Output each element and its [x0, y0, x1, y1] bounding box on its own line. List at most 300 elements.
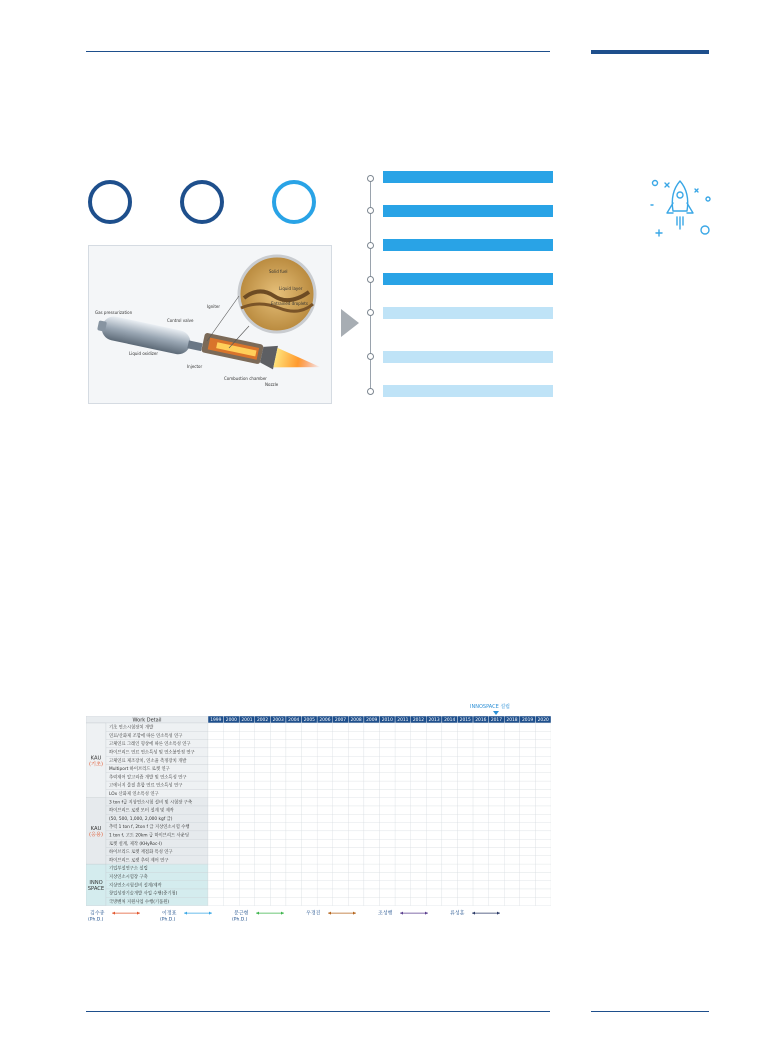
arrow-right-icon	[209, 912, 212, 915]
grid-cell	[208, 839, 224, 847]
grid-cell	[302, 881, 318, 889]
grid-cell	[348, 765, 364, 773]
grid-cell	[286, 798, 302, 806]
grid-cell	[286, 756, 302, 764]
grid-cell	[208, 814, 224, 822]
grid-cell	[489, 765, 505, 773]
grid-cell	[395, 773, 411, 781]
grid-cell	[348, 773, 364, 781]
grid-cell	[442, 765, 458, 773]
grid-cell	[270, 789, 286, 797]
grid-cell	[302, 773, 318, 781]
grid-cell	[333, 773, 349, 781]
grid-cell	[302, 798, 318, 806]
label-igniter: Igniter	[207, 304, 221, 309]
grid-cell	[457, 848, 473, 856]
grid-cell	[395, 831, 411, 839]
grid-cell	[270, 781, 286, 789]
grid-cell	[457, 823, 473, 831]
grid-cell	[270, 756, 286, 764]
grid-cell	[426, 814, 442, 822]
grid-cell	[255, 814, 271, 822]
grid-cell	[489, 740, 505, 748]
grid-cell	[426, 823, 442, 831]
innospace-marker-icon	[493, 711, 499, 715]
grid-cell	[535, 889, 551, 897]
grid-cell	[489, 872, 505, 880]
grid-cell	[426, 889, 442, 897]
grid-cell	[286, 889, 302, 897]
grid-cell	[270, 748, 286, 756]
grid-cell	[457, 881, 473, 889]
grid-cell	[348, 889, 364, 897]
grid-cell	[520, 723, 536, 731]
task-label: 고에너지 물질 혼합 연료 연소특성 연구	[109, 783, 183, 789]
person-degree: (Ph.D.)	[232, 917, 248, 923]
timeline-dot	[367, 207, 374, 214]
grid-cell	[489, 864, 505, 872]
grid-cell	[239, 806, 255, 814]
grid-cell	[504, 806, 520, 814]
grid-cell	[520, 789, 536, 797]
label-combustion-chamber: Combustion chamber	[224, 376, 267, 381]
grid-cell	[224, 756, 240, 764]
grid-cell	[239, 723, 255, 731]
grid-cell	[348, 856, 364, 864]
grid-cell	[411, 848, 427, 856]
person-name: 조성행	[378, 910, 393, 917]
grid-cell	[411, 872, 427, 880]
grid-cell	[535, 756, 551, 764]
hybrid-rocket-illustration	[88, 245, 332, 404]
grid-cell	[411, 731, 427, 739]
grid-cell	[286, 839, 302, 847]
arrow-right-icon	[425, 912, 428, 915]
year-label: 2019	[522, 718, 534, 724]
year-label: 2009	[366, 718, 378, 724]
grid-cell	[255, 856, 271, 864]
grid-cell	[489, 773, 505, 781]
grid-cell	[239, 756, 255, 764]
grid-cell	[395, 781, 411, 789]
grid-cell	[270, 839, 286, 847]
grid-cell	[489, 748, 505, 756]
grid-cell	[364, 823, 380, 831]
grid-cell	[364, 881, 380, 889]
grid-cell	[504, 848, 520, 856]
grid-cell	[457, 773, 473, 781]
grid-cell	[395, 856, 411, 864]
group-subname: (기초)	[88, 761, 104, 768]
grid-cell	[535, 806, 551, 814]
grid-cell	[302, 781, 318, 789]
grid-cell	[411, 756, 427, 764]
grid-cell	[302, 806, 318, 814]
grid-cell	[380, 814, 396, 822]
grid-cell	[286, 723, 302, 731]
grid-cell	[317, 897, 333, 905]
grid-cell	[395, 789, 411, 797]
grid-cell	[520, 748, 536, 756]
year-label: 2010	[381, 718, 393, 724]
grid-cell	[395, 765, 411, 773]
grid-cell	[255, 889, 271, 897]
year-label: 2001	[241, 718, 253, 724]
grid-cell	[395, 756, 411, 764]
grid-cell	[224, 723, 240, 731]
grid-cell	[302, 765, 318, 773]
grid-cell	[208, 781, 224, 789]
arrow-left-icon	[184, 912, 187, 915]
grid-cell	[255, 823, 271, 831]
grid-cell	[270, 723, 286, 731]
research-timeline-gantt	[86, 716, 551, 944]
task-label: 고체연료 그레인 형상에 따른 연소특성 연구	[109, 742, 191, 748]
grid-cell	[364, 773, 380, 781]
grid-cell	[442, 872, 458, 880]
grid-cell	[255, 798, 271, 806]
task-label: 하이브리드 로켓 모터 설계 및 제작	[109, 808, 174, 814]
grid-cell	[286, 823, 302, 831]
grid-cell	[442, 773, 458, 781]
grid-cell	[395, 848, 411, 856]
grid-cell	[317, 731, 333, 739]
grid-cell	[348, 831, 364, 839]
grid-cell	[364, 798, 380, 806]
grid-cell	[239, 814, 255, 822]
grid-cell	[520, 773, 536, 781]
grid-cell	[504, 814, 520, 822]
timeline-bar	[383, 273, 553, 285]
grid-cell	[395, 723, 411, 731]
grid-cell	[333, 806, 349, 814]
grid-cell	[224, 872, 240, 880]
arrow-left-icon	[472, 912, 475, 915]
grid-cell	[255, 756, 271, 764]
grid-cell	[286, 856, 302, 864]
grid-cell	[270, 798, 286, 806]
grid-cell	[457, 740, 473, 748]
grid-cell	[208, 765, 224, 773]
grid-cell	[239, 897, 255, 905]
grid-cell	[270, 823, 286, 831]
grid-cell	[504, 831, 520, 839]
timeline-dot	[367, 388, 374, 395]
grid-cell	[302, 864, 318, 872]
year-label: 2011	[397, 718, 409, 724]
grid-cell	[255, 748, 271, 756]
year-label: 2016	[475, 718, 487, 724]
grid-cell	[317, 740, 333, 748]
grid-cell	[442, 831, 458, 839]
grid-cell	[520, 806, 536, 814]
timeline-bar	[383, 171, 553, 183]
year-label: 2008	[350, 718, 362, 724]
grid-cell	[473, 864, 489, 872]
grid-cell	[426, 789, 442, 797]
grid-cell	[348, 881, 364, 889]
task-label: 하이브리드 로켓 추력 제어 연구	[109, 858, 169, 864]
grid-cell	[520, 831, 536, 839]
grid-cell	[457, 864, 473, 872]
grid-cell	[489, 856, 505, 864]
grid-cell	[426, 723, 442, 731]
grid-cell	[317, 831, 333, 839]
grid-cell	[504, 731, 520, 739]
grid-cell	[270, 848, 286, 856]
grid-cell	[395, 748, 411, 756]
grid-cell	[208, 748, 224, 756]
grid-cell	[395, 889, 411, 897]
grid-cell	[489, 897, 505, 905]
grid-cell	[442, 839, 458, 847]
grid-cell	[426, 748, 442, 756]
grid-cell	[317, 723, 333, 731]
grid-cell	[426, 897, 442, 905]
grid-cell	[208, 856, 224, 864]
grid-cell	[302, 756, 318, 764]
grid-cell	[535, 872, 551, 880]
timeline-bar	[383, 385, 553, 397]
grid-cell	[333, 823, 349, 831]
footer-accent-rule	[591, 1011, 709, 1012]
grid-cell	[364, 748, 380, 756]
grid-cell	[380, 864, 396, 872]
grid-cell	[224, 781, 240, 789]
year-label: 2004	[288, 718, 300, 724]
task-label: 추력제어 알고리즘 개발 및 연소특성 연구	[109, 775, 187, 781]
grid-cell	[255, 723, 271, 731]
grid-cell	[302, 897, 318, 905]
grid-cell	[489, 848, 505, 856]
grid-cell	[380, 856, 396, 864]
grid-cell	[473, 789, 489, 797]
task-label: 로켓 설계, 제작 (KHyRoc-I)	[109, 841, 162, 847]
grid-cell	[239, 740, 255, 748]
grid-cell	[473, 798, 489, 806]
grid-cell	[364, 806, 380, 814]
grid-cell	[239, 789, 255, 797]
grid-cell	[364, 872, 380, 880]
grid-cell	[239, 864, 255, 872]
task-label: 3 ton f급 지상연소시험 설비 및 시험장 구축	[109, 800, 193, 806]
rocket-icon	[645, 175, 715, 240]
grid-cell	[411, 831, 427, 839]
grid-cell	[255, 773, 271, 781]
grid-cell	[380, 823, 396, 831]
grid-cell	[457, 814, 473, 822]
grid-cell	[302, 889, 318, 897]
person-name: 우경진	[306, 910, 321, 917]
grid-cell	[457, 723, 473, 731]
grid-cell	[348, 823, 364, 831]
task-label: 지상연소시험장 구축	[109, 875, 148, 880]
grid-cell	[286, 748, 302, 756]
arrow-right-icon	[281, 912, 284, 915]
grid-cell	[208, 731, 224, 739]
grid-cell	[442, 856, 458, 864]
grid-cell	[317, 839, 333, 847]
gantt-header-label: Work Detail	[132, 717, 162, 724]
grid-cell	[286, 731, 302, 739]
grid-cell	[208, 831, 224, 839]
grid-cell	[442, 798, 458, 806]
grid-cell	[224, 848, 240, 856]
group-subname: (응용)	[88, 831, 104, 838]
grid-cell	[302, 823, 318, 831]
arrow-left-icon	[328, 912, 331, 915]
grid-cell	[426, 731, 442, 739]
grid-cell	[473, 731, 489, 739]
grid-cell	[239, 781, 255, 789]
grid-cell	[411, 740, 427, 748]
grid-cell	[504, 756, 520, 764]
grid-cell	[442, 789, 458, 797]
person-name: 문근형	[234, 910, 249, 917]
grid-cell	[535, 839, 551, 847]
grid-cell	[457, 856, 473, 864]
timeline-bar	[383, 239, 553, 251]
grid-cell	[504, 789, 520, 797]
grid-cell	[364, 789, 380, 797]
group-name: KAU	[90, 825, 102, 832]
grid-cell	[535, 731, 551, 739]
grid-cell	[364, 889, 380, 897]
grid-cell	[457, 731, 473, 739]
grid-cell	[504, 839, 520, 847]
label-liquid-layer: Liquid layer	[279, 286, 303, 291]
arrow-left-icon	[256, 912, 259, 915]
grid-cell	[504, 773, 520, 781]
grid-cell	[317, 765, 333, 773]
circle-2	[180, 180, 224, 224]
grid-cell	[442, 740, 458, 748]
grid-cell	[333, 848, 349, 856]
grid-cell	[302, 839, 318, 847]
grid-cell	[504, 897, 520, 905]
grid-cell	[255, 839, 271, 847]
grid-cell	[364, 856, 380, 864]
grid-cell	[348, 848, 364, 856]
grid-cell	[535, 897, 551, 905]
grid-cell	[208, 897, 224, 905]
grid-cell	[380, 881, 396, 889]
grid-cell	[317, 806, 333, 814]
grid-cell	[224, 889, 240, 897]
grid-cell	[489, 889, 505, 897]
circle-3	[272, 180, 316, 224]
grid-cell	[270, 831, 286, 839]
grid-cell	[411, 823, 427, 831]
timeline-dot	[367, 242, 374, 249]
grid-cell	[489, 756, 505, 764]
grid-cell	[489, 806, 505, 814]
label-solid-fuel: Solid fuel	[269, 269, 288, 274]
grid-cell	[286, 789, 302, 797]
grid-cell	[380, 723, 396, 731]
grid-cell	[473, 756, 489, 764]
grid-cell	[255, 806, 271, 814]
grid-cell	[270, 856, 286, 864]
grid-cell	[535, 781, 551, 789]
grid-cell	[457, 806, 473, 814]
grid-cell	[426, 856, 442, 864]
timeline-dot	[367, 175, 374, 182]
grid-cell	[411, 789, 427, 797]
task-label: 지상연소시험설비 설계/제작	[109, 883, 162, 889]
grid-cell	[348, 814, 364, 822]
grid-cell	[286, 864, 302, 872]
year-label: 2005	[303, 718, 315, 724]
grid-cell	[333, 864, 349, 872]
grid-cell	[302, 856, 318, 864]
grid-cell	[380, 756, 396, 764]
grid-cell	[473, 872, 489, 880]
grid-cell	[255, 740, 271, 748]
grid-cell	[348, 740, 364, 748]
grid-cell	[302, 789, 318, 797]
grid-cell	[520, 872, 536, 880]
grid-cell	[208, 889, 224, 897]
grid-cell	[411, 773, 427, 781]
grid-cell	[535, 814, 551, 822]
grid-cell	[504, 864, 520, 872]
grid-cell	[395, 814, 411, 822]
grid-cell	[270, 806, 286, 814]
group-name: INNO	[89, 879, 103, 886]
grid-cell	[224, 831, 240, 839]
label-entrained-droplets: Entrained droplets	[271, 301, 308, 306]
grid-cell	[208, 881, 224, 889]
grid-cell	[395, 881, 411, 889]
year-label: 2007	[334, 718, 347, 724]
grid-cell	[224, 789, 240, 797]
grid-cell	[504, 889, 520, 897]
grid-cell	[411, 748, 427, 756]
grid-cell	[224, 839, 240, 847]
grid-cell	[473, 814, 489, 822]
grid-cell	[380, 897, 396, 905]
grid-cell	[520, 756, 536, 764]
grid-cell	[333, 740, 349, 748]
task-label: LOx 산화제 연소특성 연구	[109, 792, 159, 797]
grid-cell	[364, 839, 380, 847]
grid-cell	[255, 831, 271, 839]
grid-cell	[208, 848, 224, 856]
grid-cell	[270, 740, 286, 748]
task-label: 연료/산화제 조합에 따른 연소특성 연구	[109, 733, 183, 739]
label-injector: Injector	[187, 364, 203, 369]
grid-cell	[239, 889, 255, 897]
grid-cell	[426, 881, 442, 889]
grid-cell	[395, 839, 411, 847]
person-degree: (Ph.D.)	[88, 917, 104, 923]
grid-cell	[426, 831, 442, 839]
grid-cell	[489, 723, 505, 731]
grid-cell	[317, 756, 333, 764]
grid-cell	[333, 881, 349, 889]
year-label: 2003	[272, 718, 284, 724]
grid-cell	[208, 798, 224, 806]
grid-cell	[239, 731, 255, 739]
grid-cell	[239, 881, 255, 889]
grid-cell	[411, 814, 427, 822]
grid-cell	[395, 731, 411, 739]
grid-cell	[270, 731, 286, 739]
timeline-bar	[383, 205, 553, 217]
grid-cell	[302, 872, 318, 880]
grid-cell	[270, 872, 286, 880]
